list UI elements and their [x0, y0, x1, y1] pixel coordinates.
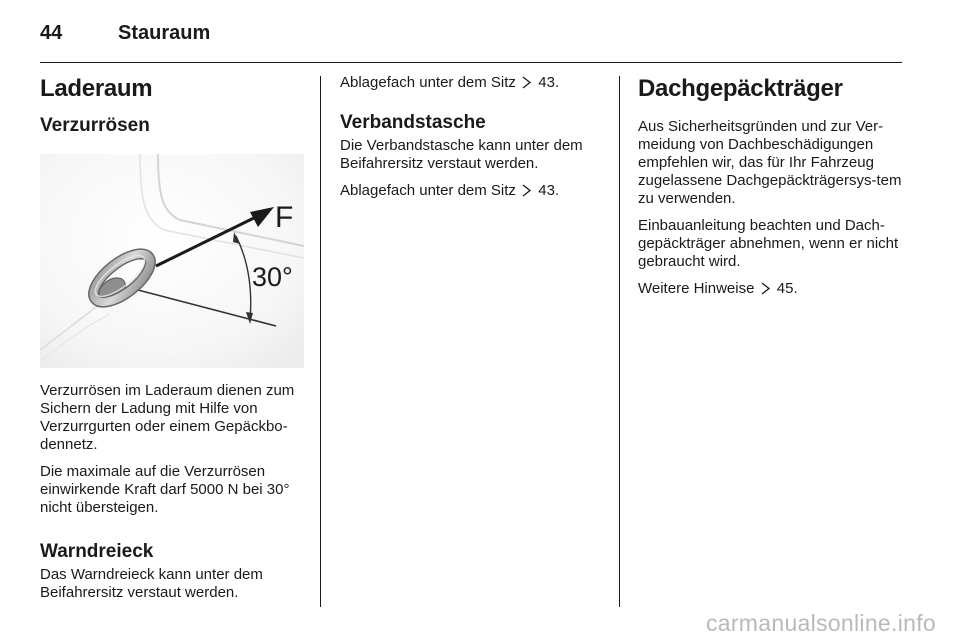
- subsection-heading-verbandstasche: Verbandstasche: [340, 112, 486, 133]
- cross-reference: [638, 280, 904, 298]
- installation-note: Einbauanleitung beachten und Dach-gepäckträger abnehmen, wenn er nicht gebraucht wird.: [638, 217, 899, 270]
- cross-reference-page[interactable]: 43.: [538, 74, 560, 91]
- cross-reference: [340, 182, 605, 200]
- page-reference-arrow-icon: [522, 76, 532, 89]
- subsection-heading-warndreieck: Warndreieck: [40, 541, 154, 562]
- tie-down-eye-figure: [40, 154, 304, 368]
- page-reference-arrow-icon: [522, 184, 532, 197]
- warndreieck-text: Das Warndreieck kann unter dem Beifahrersitz verstaut werden.: [40, 566, 263, 601]
- column-divider: [619, 76, 620, 607]
- verbandstasche-text: Die Verbandstasche kann unter dem Beifahrersitz verstaut werden.: [340, 137, 583, 172]
- cross-reference-text: Ablagefach unter dem Sitz: [340, 74, 516, 91]
- cross-reference-page[interactable]: 43.: [538, 182, 560, 199]
- cross-reference: [340, 74, 605, 92]
- section-heading-laderaum: Laderaum: [40, 75, 153, 102]
- cross-reference-text: Weitere Hinweise: [638, 280, 755, 297]
- header-rule: [40, 62, 902, 63]
- page-title: Stauraum: [118, 22, 211, 44]
- subsection-heading-verzurroesen: Verzurrösen: [40, 115, 150, 136]
- angle-label: 30°: [252, 262, 293, 292]
- section-heading-dachgepaecktraeger: Dachgepäckträger: [638, 75, 843, 102]
- column-1: [40, 74, 306, 611]
- page-reference-arrow-icon: [761, 282, 771, 295]
- cross-reference-page[interactable]: 45.: [776, 280, 798, 297]
- section-gap: [340, 101, 605, 111]
- max-force-note: Die maximale auf die Verzurrösen einwirkende Kraft darf 5000 N bei 30° nicht übersteigen.: [40, 463, 290, 516]
- watermark: carmanualsonline.info: [705, 610, 936, 636]
- verzurroesen-description: Verzurrösen im Laderaum dienen zum Sichern der Ladung mit Hilfe von Verzurrgurten oder einem Gepäckbo-dennetz.: [40, 382, 295, 453]
- cross-reference-text: Ablagefach unter dem Sitz: [340, 182, 516, 199]
- page-number: 44: [40, 22, 63, 44]
- tie-down-eye-illustration: [40, 154, 304, 368]
- column-2: [340, 74, 605, 209]
- section-gap: [40, 526, 306, 540]
- dachgepaecktraeger-intro: Aus Sicherheitsgründen und zur Ver-meidung von Dachbeschädigungen empfehlen wir, das für Ihr Fahrzeug zugelassene Dachgepäckträgersys-tem zu verwenden.: [638, 118, 902, 207]
- column-divider: [320, 76, 321, 607]
- force-label: F: [275, 201, 294, 234]
- column-3: [638, 74, 904, 307]
